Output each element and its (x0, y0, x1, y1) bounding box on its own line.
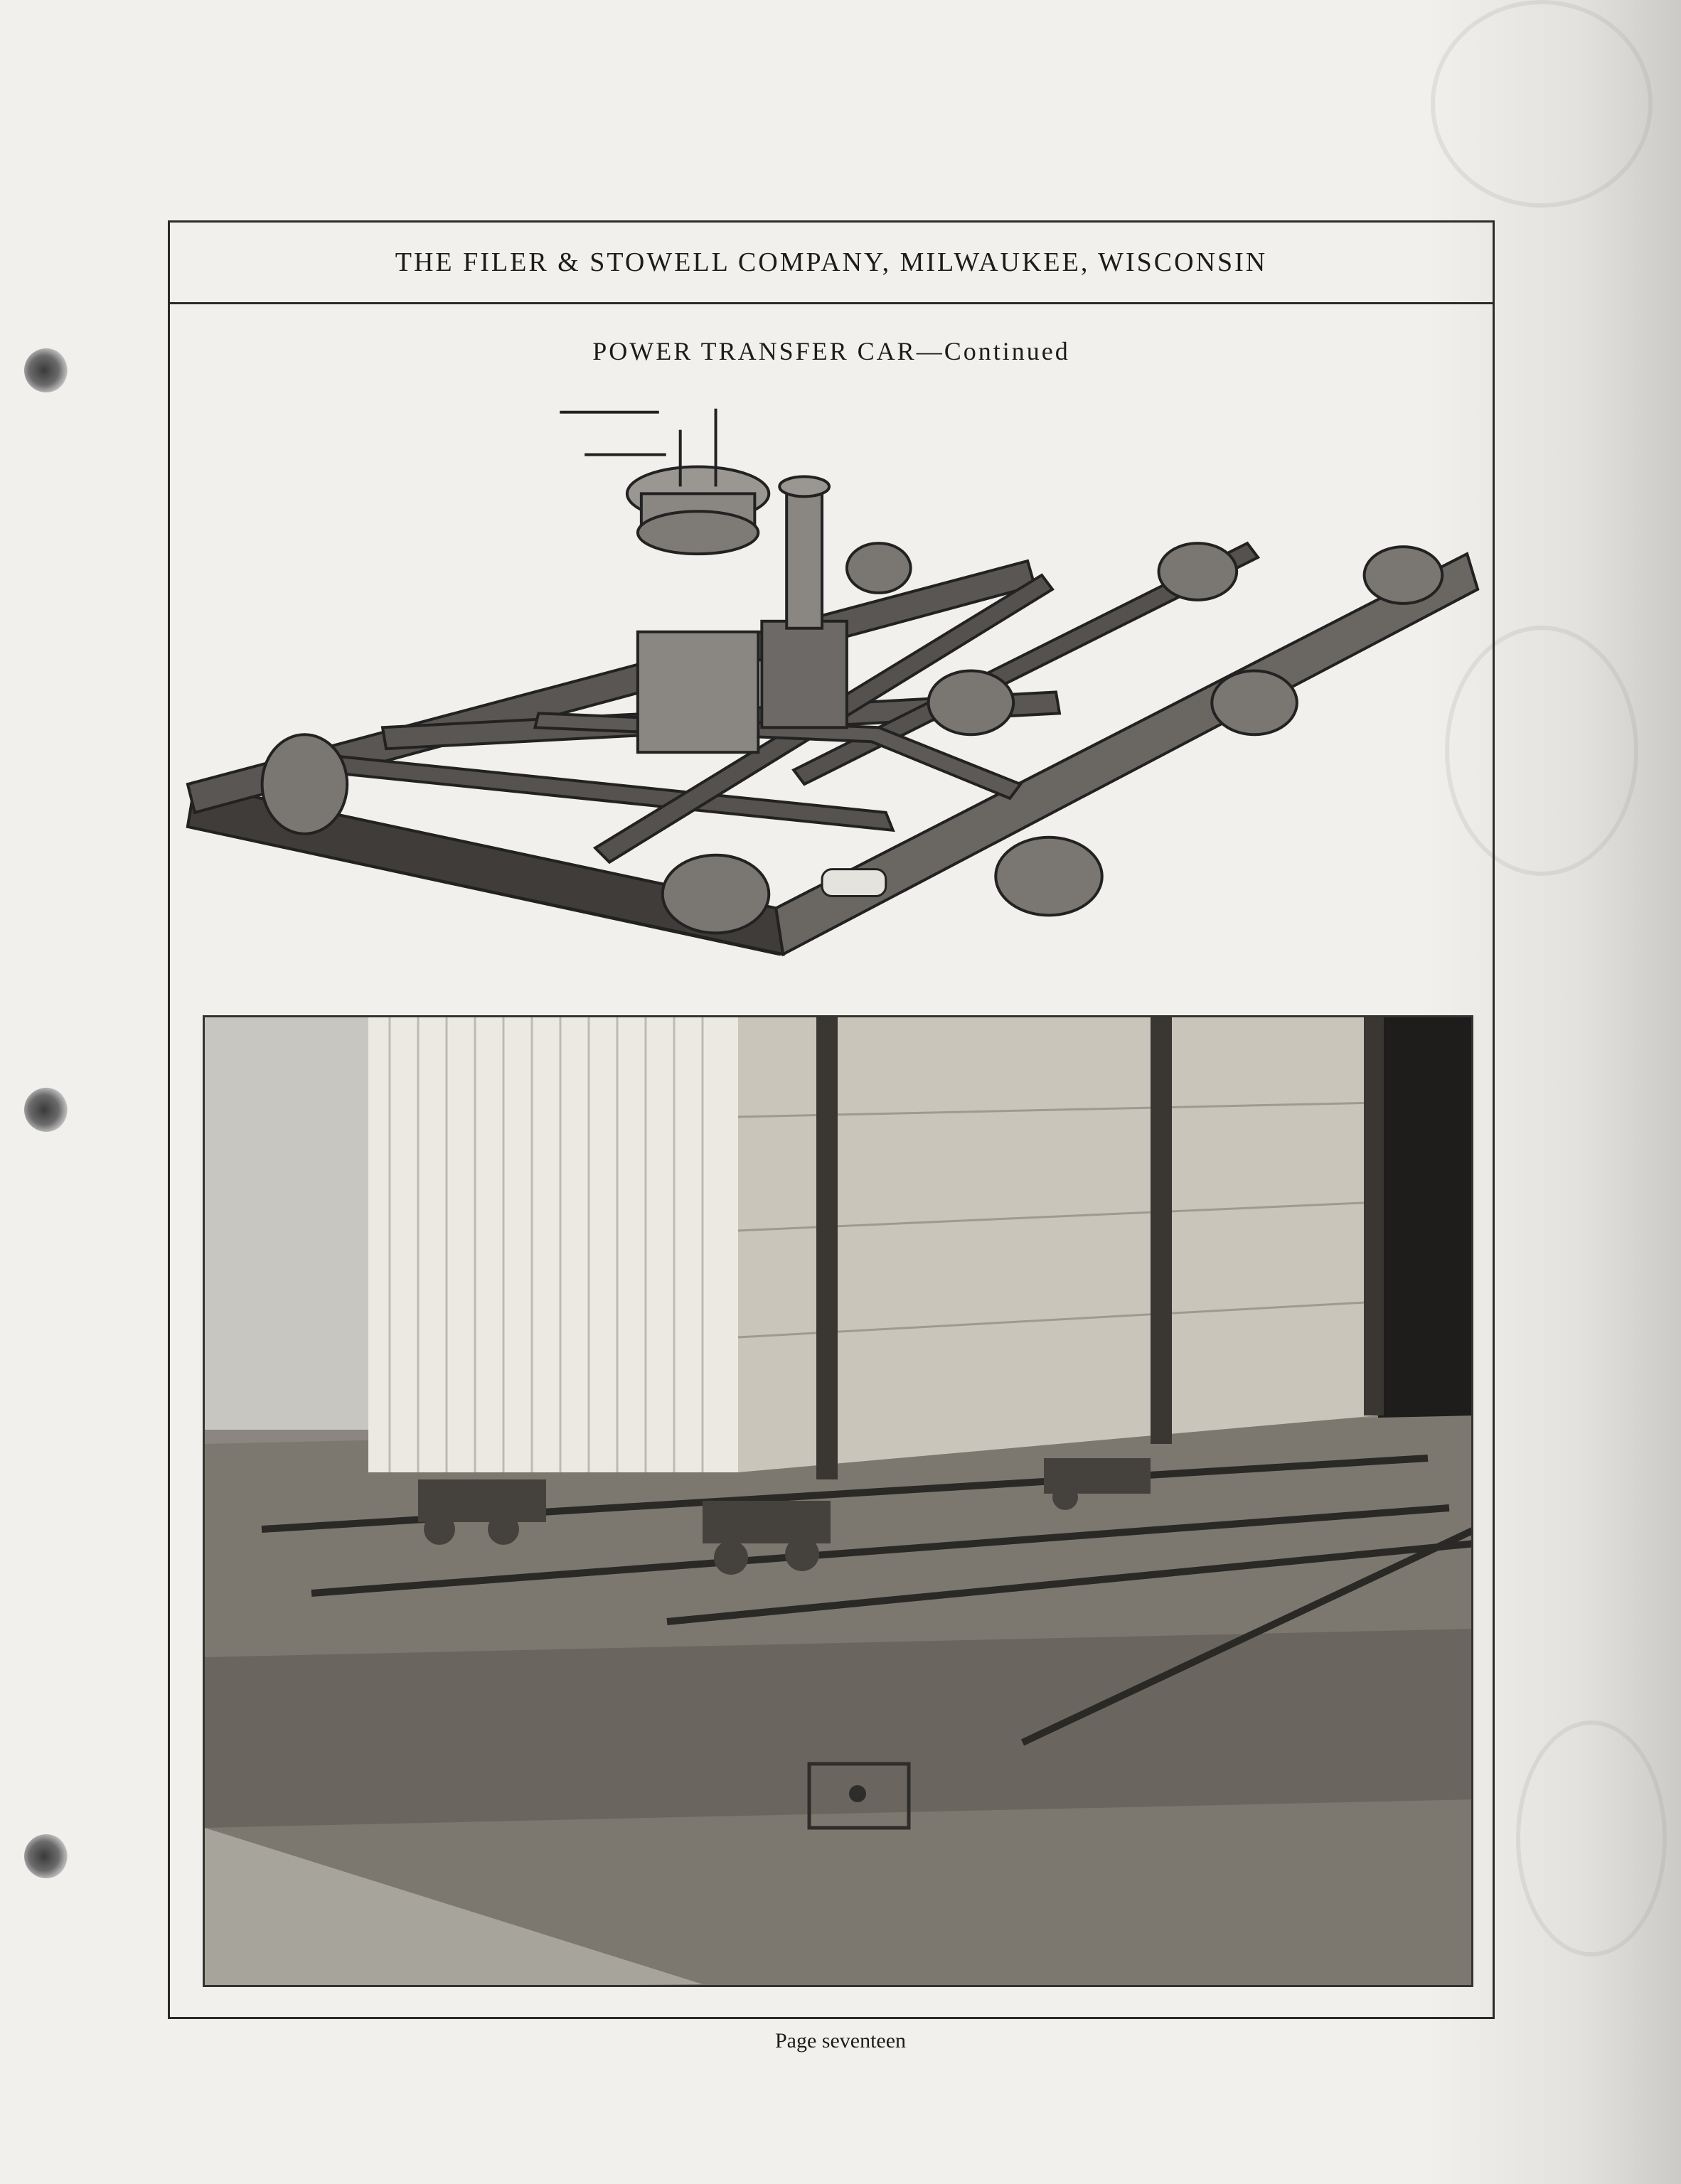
section-title: POWER TRANSFER CAR—Continued (592, 337, 1070, 365)
binder-hole (24, 348, 68, 392)
lumber-photo (203, 1015, 1473, 1987)
lumber-photo-image (205, 1017, 1473, 1987)
page-number: Page seventeen (774, 2029, 907, 2052)
water-stain (1516, 1720, 1667, 1956)
binder-hole (24, 1834, 68, 1878)
page-frame (168, 220, 1495, 2019)
water-stain (1431, 0, 1653, 208)
company-header: THE FILER & STOWELL COMPANY, MILWAUKEE, WISCONSIN (170, 223, 1493, 304)
binder-hole (24, 1088, 68, 1132)
